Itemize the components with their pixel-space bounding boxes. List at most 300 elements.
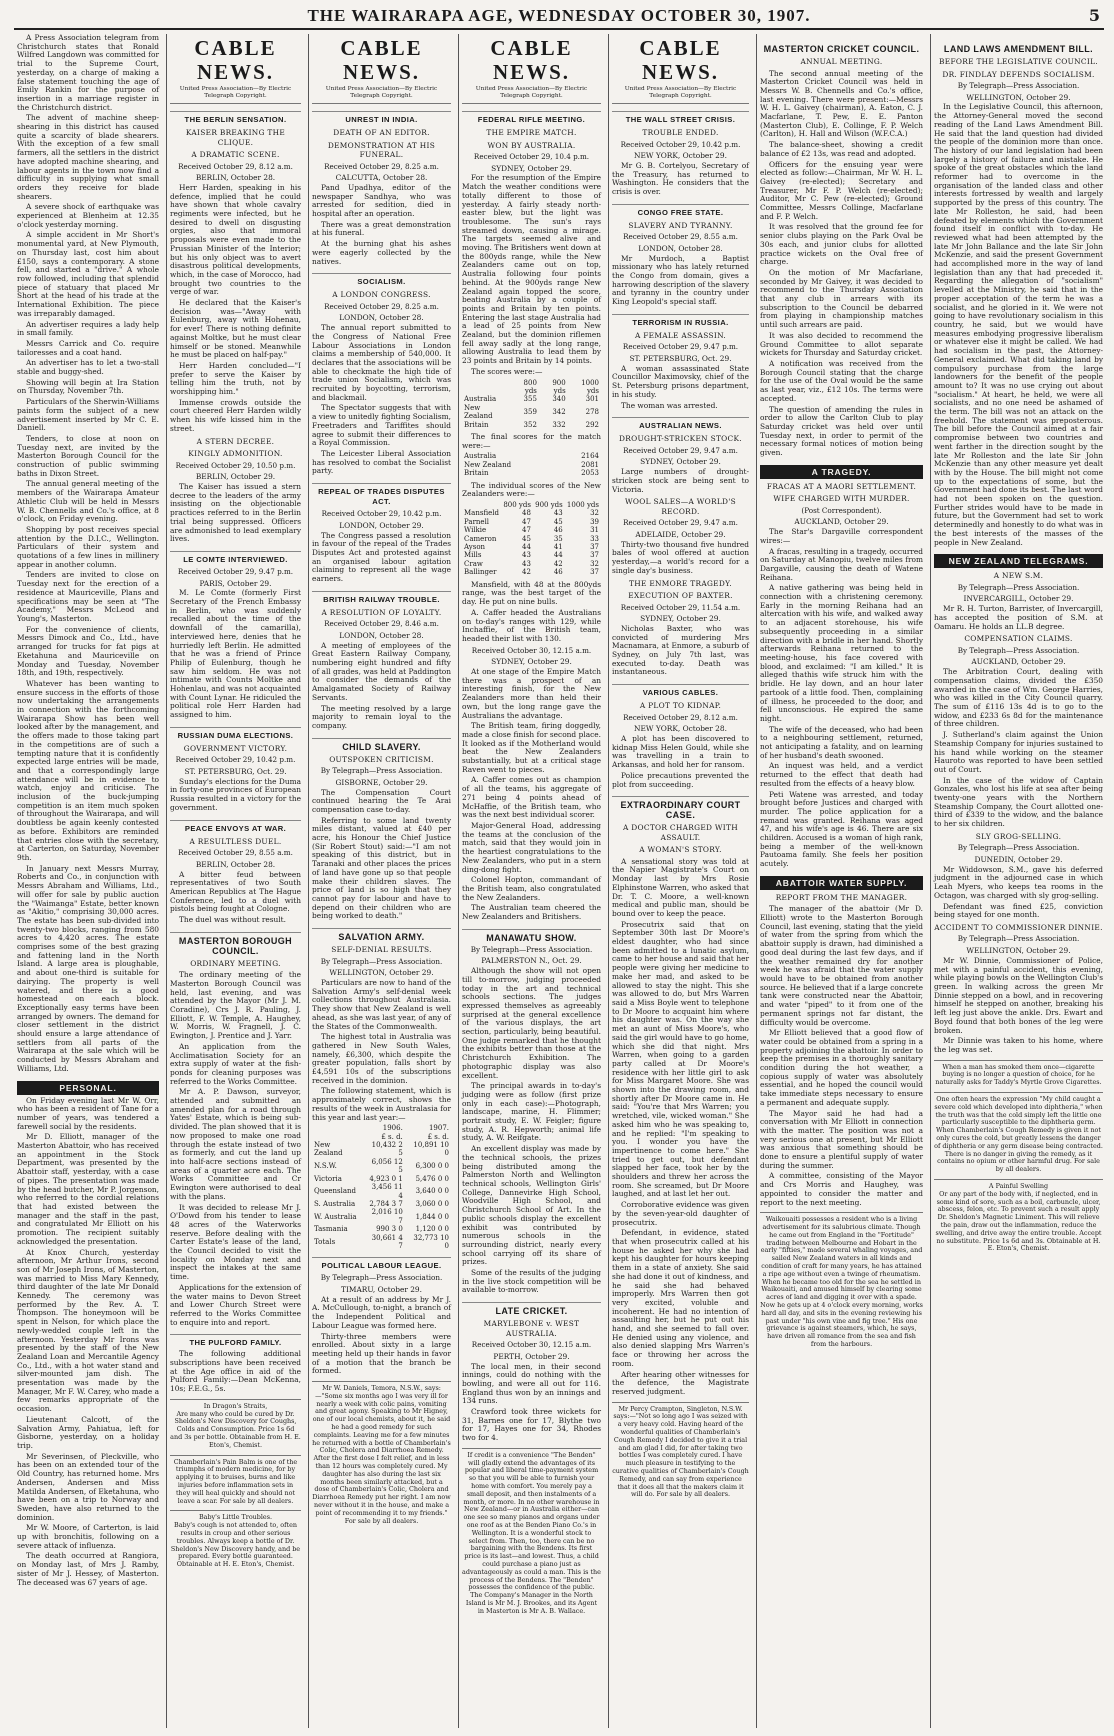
news-paragraph: A notification was received from the Borough Council stating that the charge for the use of the Oval would be the same as last year, viz., £12 10s. The terms were accepted. xyxy=(760,359,923,403)
news-paragraph: The following additional subscriptions have been received at the Age office in aid of the Pulford Family:—Dean McKenna, 10s; F.E.G., 5s. xyxy=(170,1349,301,1394)
table-cell: 10,432 2 5 xyxy=(371,1141,403,1158)
news-paragraph: The Kaiser has issued a stern decree to the leaders of the army insisting on the objectionable practices referred to in the Berlin trial being suppressed. Officers are admonished to lead exemplary lives. xyxy=(170,482,301,544)
news-paragraph: An advertiser requires a lady help in small family. xyxy=(17,319,159,338)
news-paragraph: Pand Upadhya, editor of the newspaper Sandhya, who was arrested for sedition, died in hospital after an operation. xyxy=(312,182,451,219)
table-cell: 43 xyxy=(522,551,531,560)
news-paragraph: J. Sutherland's claim against the Union Steamship Company for injuries sustained to his hand while working on the steamer Hauroto was reported to have been settled out of Court. xyxy=(934,730,1103,774)
received-line: Received October 29, 10.4 p.m. xyxy=(473,152,590,161)
dateline: TIMARU, October 29. xyxy=(341,1285,422,1295)
table-cell: £ s. d. xyxy=(381,1132,403,1141)
table-cell: 2081 xyxy=(581,460,599,469)
personal-paragraph: Mr Severinsen, of Pleckville, who has been on an extended tour of the Old Country, has returned home. Mrs Andersen, Andersen and Miss Matilda Andersen, of Eketahuna, who have been on a trip to Norway and Sweden, have also returned to the dominion. xyxy=(17,1451,159,1522)
byline: By Telegraph—Press Association. xyxy=(957,843,1080,853)
news-paragraph: The Australian team cheered the New Zealanders and Britishers. xyxy=(462,903,601,922)
news-paragraph: An application from the Acclimatisation Society for an extra supply of water at the fish-ponds for cleaning purposes was referred to the Works Committee. xyxy=(170,1041,301,1086)
table-cell: 800 yds xyxy=(503,501,531,510)
table-cell: 43 xyxy=(522,559,531,568)
table-row xyxy=(462,526,601,534)
news-paragraph: The woman was arrested. xyxy=(621,400,718,410)
news-paragraph: The final scores for the match were:— xyxy=(462,432,601,450)
news-paragraph: Crawford took three wickets for 31, Barnes one for 17, Blythe two for 17, Hayes one for 34, Rhodes two for 4. xyxy=(462,1407,601,1443)
received-line: Received October 29, 10.42 p.m. xyxy=(175,755,296,765)
table-cell: 6,300 0 0 xyxy=(415,1162,449,1171)
news-paragraph: Immense crowds outside the court cheered Herr Harden wildly when his wife kissed him in the street. xyxy=(170,397,301,433)
received-line: Received October 29, 8.25 a.m. xyxy=(324,301,439,311)
advertisement xyxy=(170,1455,301,1506)
copyright-credit: United Press Association—By Electric Telegraph Copyright. xyxy=(312,86,451,104)
section-heading: THE WALL STREET CRISIS. xyxy=(612,111,749,125)
table-cell: New Zealand xyxy=(314,1141,343,1158)
received-line: Received October 29, 9.47 p.m. xyxy=(622,342,739,352)
table-cell: 3,060 0 0 xyxy=(415,1199,449,1208)
table-cell: Tasmania xyxy=(314,1225,348,1234)
news-paragraph: Whatever has been wanting to ensure success in the efforts of those now undertaking the arrangements in connection with the forthcoming Wairarapa Show has been well looked after by the management, and the offers made to those taking part in the competitions are of such a tempting nature that it is confidently expected large entries will be made, and that a correspondingly large attendance will be in evidence to watch, enjoy and criticise. The inclusion of the buck-jumping competition is an item much spoken of throughout the Wairarapa, and will doubtless be again keenly contested as before. Exhibitors are reminded that entries close with the secretary, at Carterton, on Saturday, November 9th. xyxy=(17,678,159,862)
advertisement xyxy=(934,1092,1103,1174)
news-paragraph: On the motion of Mr Macfarlane, seconded by Mr Gaivey, it was decided to recommend to the Thursday Association that any club in arrears with its subscription to the Council be debarred from playing in championship matches until such arrears are paid. xyxy=(760,267,923,330)
table-cell: N.S.W. xyxy=(314,1162,337,1171)
news-paragraph: Mr R. H. Turton, Barrister, of Invercargill, has accepted the position of S.M. at Oamaru. He holds an LL.B degree. xyxy=(934,604,1103,631)
subheading: COMPENSATION CLAIMS. xyxy=(964,634,1073,644)
news-paragraph: It was decided to release Mr J. O'Dowd from his tender to lease 48 acres of the Waterworks reserve. Before dealing with the Carter Estate's lease of the land, the Council decided to visit the locality on Monday next and inspect the intakes at the same time. xyxy=(170,1202,301,1282)
ad-text: Chamberlain's Pain Balm is one of the triumphs of modern medicine, for by applying it to bruises, burns and like injuries before inflammation sets in they will heal quickly and should not leave a scar. For sale by all dealers. xyxy=(173,1457,298,1505)
table-cell xyxy=(312,1133,363,1141)
table-cell: 33 xyxy=(590,534,599,543)
dateline: BERLIN, October 28. xyxy=(195,859,276,869)
news-paragraph: A bitter feud between representatives of two South American Republics at The Hague Conference, led to a duel with pistols being fought at Cologne. xyxy=(170,869,301,914)
table-cell: 47 xyxy=(522,526,531,535)
news-paragraph: Prosecutrix said that on September 30th last Dr Moore's eldest daughter, who had since been admitted to a lunatic asylum, came to her house and said that her people were giving her medicine to make her mad, and asked to be allowed to stay the night. This she was allowed to do, but Mrs Warren said a Miss Boyle went to telephone to Dr Moore to acquaint him where his daughter was. On the way she met an aunt of Miss Moore's, who said the girl would have to go home, which she did that night. Mrs Warren, when going to a garden party called at Dr Moore's residence with her little girl to ask for Miss Margaret Moore. She was shown into the drawing room, and shortly after Dr Moore came in. He said: "You're that Mrs Warren; you wretched, vile, wicked woman." She asked him who he was speaking to, and he replied: "I'm speaking to you. I wonder you have the impertinence to come here." She tried to get out, but defendant slapped her face, took her by the shoulders and threw her across the room. She screamed, but Dr Moore laughed, and at last let her out. xyxy=(612,919,749,1199)
news-paragraph: In the case of the widow of Captain Gonzales, who lost his life at sea after being twenty-one years with the Northern Steamship Company, the Court allotted one-third of £339 to the widow, and the balance to her six children. xyxy=(934,775,1103,829)
dateline: BERLIN, October 29. xyxy=(195,472,276,482)
table-cell xyxy=(462,379,510,396)
table-cell: 45 xyxy=(522,534,531,543)
table-cell: Victoria xyxy=(314,1174,342,1183)
table-cell: 35 xyxy=(553,534,563,543)
news-paragraph: Herr Harden concluded—"I prefer to serve the Kaiser by telling him the truth, not by worshipping him." xyxy=(170,360,301,397)
table-cell: Totals xyxy=(314,1237,336,1246)
section-heading: MASTERTON CRICKET COUNCIL. xyxy=(763,44,920,54)
table-cell: S. Australia xyxy=(314,1199,356,1208)
dateline: PALMERSTON N., Oct. 29. xyxy=(481,956,582,966)
table-cell: 1,844 0 0 xyxy=(415,1212,449,1221)
table-cell: Parnell xyxy=(464,517,490,526)
section-heading: SOCIALISM. xyxy=(312,273,451,287)
byline: By Telegraph—Press Association. xyxy=(957,81,1080,90)
subheading: THE EMPIRE MATCH. xyxy=(486,128,577,137)
section-heading: MANAWATU SHOW. xyxy=(462,929,601,943)
table-cell: Britain xyxy=(464,420,489,429)
copyright-credit: United Press Association—By Electric Telegraph Copyright. xyxy=(612,86,749,104)
news-paragraph: The manager of the abattoir (Mr D. Elliott) wrote to the Masterton Borough Council, last evening, stating that the yield of water from the spring from which the abattoir supply is drawn, had diminished a good deal during the last few days, and if the weather remained dry for another week he was afraid that the water supply would have to be obtained from another source. He believed that if a large concrete tank were constructed near the Abattoir, and water "piped" to it from one of the permanent springs not far distant, the difficulty would be overcome. xyxy=(760,904,923,1027)
news-paragraph: Defendant was fined £25, conviction being stayed for one month. xyxy=(934,901,1103,920)
subheading: A FEMALE ASSASSIN. xyxy=(634,330,727,340)
news-paragraph: The Congress passed a resolution in favour of the repeal of the Trades Disputes Act and protested against an organised labour agitation claiming to represent all the wage earners. xyxy=(312,530,451,584)
news-paragraph: Thirty-three members were enrolled. About sixty in a large meeting held up their hands in favor of a motion that the branch be formed. xyxy=(312,1331,451,1376)
news-paragraph: The advent of machine sheep-shearing in this district has caused quite a scarcity of blade shearers. With the exception of a few small farmers, all the settlers in the district have adopted machine shearing, and labour agents in the town now find a difficulty in supplying what small orders they receive for blade shearers. xyxy=(17,113,159,201)
table-cell: 1906. xyxy=(382,1124,403,1133)
news-paragraph: At a result of an address by Mr J. A. McCullough, to-night, a branch of the Independent Political and Labour League was formed here. xyxy=(312,1294,451,1330)
section-heading: LAND LAWS AMENDMENT BILL. xyxy=(943,44,1094,54)
subheading: A LONDON CONGRESS. xyxy=(332,290,431,300)
subheading: WOOL SALES—A WORLD'S RECORD. xyxy=(625,497,736,516)
byline: By Telegraph—Press Association. xyxy=(320,1273,443,1283)
news-paragraph: Mansfield, with 48 at the 800yds range, was the best target of the day. He put on nine bulls. xyxy=(462,579,601,607)
subheading: SLAVERY AND TYRANNY. xyxy=(628,220,733,230)
newspaper-title: THE WAIRARAPA AGE, WEDNESDAY OCTOBER 30, 1907. xyxy=(307,6,811,25)
personal-paragraph: Mr W. Moore, of Carterton, is laid up with bronchitis, following on a severe attack of influenza. xyxy=(17,1523,159,1550)
dateline: WELLINGTON, October 29. xyxy=(329,968,434,978)
news-paragraph: Applications for the extension of the water mains to Devon Street and Lower Church Street were referred to the Works Committee to enquire into and report. xyxy=(170,1282,301,1327)
section-heading: LATE CRICKET. xyxy=(462,1302,601,1316)
table-row xyxy=(462,469,601,477)
news-paragraph: A committee, consisting of the Mayor and Crs Morris and Haughey, was appointed to consider the matter and report to the next meeting. xyxy=(760,1171,923,1207)
table-cell: 6,056 12 5 xyxy=(371,1157,403,1175)
news-paragraph: An inquest was held, and a verdict returned to the effect that death had resulted from the effects of a heavy blow. xyxy=(760,761,923,788)
subheading: DROUGHT-STRICKEN STOCK. xyxy=(619,434,742,444)
subheading: DR. FINDLAY DEFENDS SOCIALISM. xyxy=(942,69,1095,79)
subheading: A RESULTLESS DUEL. xyxy=(189,836,282,846)
column-3 xyxy=(308,34,454,1728)
section-heading: LE COMTE INTERVIEWED. xyxy=(170,551,301,565)
ad-text: When a man has smoked them once—cigarette buying is no longer a question of choice, for he naturally asks for Taddy's Myrtle Grove Cigarettes. xyxy=(935,1062,1102,1087)
table-row xyxy=(462,535,601,543)
dateline: LONDON, October 28. xyxy=(638,243,723,253)
subheading: WON BY AUSTRALIA. xyxy=(487,140,576,150)
subheading: BEFORE THE LEGISLATIVE COUNCIL. xyxy=(939,57,1098,66)
dateline: LONDON, October 28. xyxy=(339,630,424,640)
news-paragraph: M. Le Comte (formerly First Secretary of the French Embassy in Berlin, who was suddenly recalled about the time of the downfall of the camarilla), interviewed here, denies that he hurriedly left Berlin. He admitted that he was a friend of Prince Philip of Eulenburg, though he saw him seldom. He was not intimate with Counts Moltke and Hohenlau, and was not acquainted with Count Lynar. He ridiculed the political role Herr Harden had assigned to him. xyxy=(170,588,301,720)
table-cell: 30,661 4 7 xyxy=(371,1233,403,1250)
subheading: THE ENMORE TRAGEDY. xyxy=(629,578,732,588)
table-cell: 32 xyxy=(590,509,599,518)
table-cell: Mills xyxy=(464,551,482,560)
personal-heading: PERSONAL. xyxy=(17,1081,159,1095)
advertisement xyxy=(170,1399,301,1450)
received-line: Received October 29, 10.50 p.m. xyxy=(175,460,296,470)
table-cell: 332 xyxy=(552,420,566,429)
section-heading: AUSTRALIAN NEWS. xyxy=(612,417,749,431)
news-paragraph: Mr W. Dinnie, Commissioner of Police, met with a painful accident, this evening, while playing bowls on the Wellington Club's green. In walking across the green Mr Dinnie stepped on a bowl, and in recovering himself he stepped on another, breaking his left leg just above the ankle. Drs. Ewart and Boyd found that both bones of the leg were broken. xyxy=(934,955,1103,1035)
news-paragraph: Officers for the ensuing year were elected as follow:—Chairman, Mr W. H. L. Gaivey (re-elected); Secretary and Treasurer, Mr F. P. Welch (re-elected); Auditor, Mr C. Pew (re-elected); Ground Committee, Messrs Collinge, Macfarlane and F. P. Welch. xyxy=(760,159,923,221)
column-2 xyxy=(166,34,304,1728)
table-cell: 45 xyxy=(553,517,563,526)
news-paragraph: The Spectator suggests that with a view to unitedly fighting Socialism, Freetraders and Tariffites should agree to submit their differences to a Royal Commission. xyxy=(312,403,451,448)
page-number: 5 xyxy=(1088,6,1100,25)
news-paragraph: A sensational story was told at the Napier Magistrate's Court on Monday last by Mrs Rosie Elphinstone Warren, who asked that Dr. T. C. Moore, a well-known medical and public man, should be bound over to keep the peace. xyxy=(612,856,749,918)
table-cell: Britain xyxy=(464,469,489,478)
dateline: INVERCARGILL, October 29. xyxy=(963,594,1074,604)
news-paragraph: A plot has been discovered to kidnap Miss Helen Gould, while she was travelling in a train to Arkansas, and hold her for ransom. xyxy=(612,734,749,770)
news-paragraph: Mr Elliott believed that a good flow of water could be obtained from a spring in a property adjoining the abattoir. In order to keep the premises in a thoroughly sanitary condition during the hot weather, a copious supply of water was absolutely essential, and he hoped the council would take immediate steps necessary to ensure a permanent and adequate supply. xyxy=(760,1028,923,1107)
subheading: SELF-DENIAL RESULTS. xyxy=(331,945,432,955)
rifle-individual-table xyxy=(462,501,601,577)
section-heading: BRITISH RAILWAY TROUBLE. xyxy=(312,591,451,605)
table-cell: 43 xyxy=(553,509,563,518)
table-cell: £ s. d. xyxy=(427,1132,449,1141)
table-row xyxy=(462,395,601,403)
section-heading: CHILD SLAVERY. xyxy=(312,738,451,752)
received-line: Received October 29, 8.12 a.m. xyxy=(178,161,293,171)
ad-text: Are many who could be cured by Dr. Sheldon's New Discovery for Coughs, Colds and Consumption. Price 1s 6d and 3s per bottle. Obtainable from H. E. Eton's, Chemist. xyxy=(170,1409,301,1449)
subheading: EXECUTION OF BAXTER. xyxy=(628,591,733,600)
ad-text: Mr W. Daniels, Temora, N.S.W., says:—"Some six months ago I was very ill for nearly a week with colic pains, vomiting and great agony. Speaking to Mr Higney, one of our local chemists, about it, he said he had a good remedy for such complaints. Leaving me for a few minutes he returned with a bottle of Chamberlain's Colic, Cholera and Diarrhoea Remedy. After the first dose I felt relief, and in less than 12 hours was completely cured. My daughter has also during the last six months been similarly attacked, but a dose of Chamberlain's Colic, Cholera and Diarrhoea Remedy put her right. I am now never without it in the house, and make a point of recommending it to my friends." For sale by all dealers. xyxy=(312,1384,451,1525)
table-cell: 900 yds xyxy=(535,501,563,510)
received-line: Received October 29, 9.47 a.m. xyxy=(623,518,738,528)
news-paragraph: After hearing other witnesses for the defence, the Magistrate reserved judgment. xyxy=(612,1369,749,1396)
news-paragraph: Herr Harden, speaking in his defence, implied that he could have shown that whole cavalry regiments were infected, but he desired to dwell on disgusting orgies, also that immoral proposals were even made to the Prussian Minister of the Interior; but his only object was to avert disastrous political developments, which, in the case of Morocco, had brought two countries to the verge of war. xyxy=(170,182,301,297)
cable-news-heading: CABLE NEWS. xyxy=(639,36,722,84)
dateline: ADELAIDE, October 29. xyxy=(635,529,726,539)
news-paragraph: Particulars of the Sherwin-Williams paints form the subject of a new advertisement inserted by Mr C. E. Daniell. xyxy=(17,397,159,433)
personal-paragraph: Lieutenant Calcott, of the Salvation Army, Pahiatua, left for Gisborne, yesterday, on a holiday trip. xyxy=(17,1414,159,1450)
subheading: TROUBLE ENDED. xyxy=(642,128,719,137)
news-paragraph: Nicholas Baxter, who was convicted of murdering Mrs Macnamara, at Enmore, a suburb of Sydney, on July 7th last, was executed to-day. Death was instantaneous. xyxy=(612,623,749,677)
news-paragraph: Mr G. B. Cortelyou, Secretary of the Treasury, has returned to Washington. He considers that the crisis is over. xyxy=(612,160,749,197)
table-cell: 342 xyxy=(552,408,566,416)
news-paragraph: A. Caffer comes out as champion of all the teams, his aggregate of 271 being 4 points ahead of McHaffie, of the British team, who was the next best individual scorer. xyxy=(462,775,601,820)
advertisement xyxy=(934,1179,1103,1253)
news-paragraph: Showing will begin at Ira Station on Thursday, November 7th. xyxy=(17,377,159,396)
dateline: ST. PETERSBURG, Oct. 29. xyxy=(629,354,732,364)
table-row xyxy=(462,379,601,396)
personal-paragraph: At Knox Church, yesterday afternoon, Mr Arthur Irons, second son of Mr Joseph Irons, of Masterton, was married to Miss Mary Kennedy, third daughter of the late Mr Donald Kennedy. The ceremony was performed by the Rev. A. T. Thompson. The honeymoon will be spent in Nelson, for which place the newly-wedded couple left in the afternoon. Yesterday Mr Irons was presented by the staff of the New Zealand Loan and Mercantile Agency Co., Ltd., with a hot water stand and silver-mounted jam dish. The presentation was made by the Manager, Mr F. W. Carey, who made a few remarks appropriate of the occasion. xyxy=(17,1247,159,1414)
news-paragraph: He declared that the Kaiser's decision was—"Away with Eulenburg, away with Hohenau, for ever! There is nothing definite against Moltke, but he must clear himself or be stoned. Meanwhile he must be placed on half-pay." xyxy=(170,298,301,360)
section-heading: EXTRAORDINARY COURT CASE. xyxy=(612,796,749,820)
dateline: AUCKLAND, October 29. xyxy=(794,517,889,527)
news-paragraph: Messrs Carrick and Co. require tailoresses and a coat hand. xyxy=(17,338,159,357)
news-paragraph: The Arbitration Court, dealing with compensation claims, divided the £350 awarded in the case of Wm. George Harries, who was killed in the City Council quarry. The sum of £116 13s 4d is to go to the widow, and £233 6s 8d for the maintenance of three children. xyxy=(934,667,1103,729)
news-paragraph: The Star's Dargaville correspondent wires:— xyxy=(760,527,923,545)
section-heading: REPEAL OF TRADES DISPUTES ACT. xyxy=(312,483,451,507)
table-cell: 37 xyxy=(590,551,599,560)
advertisement xyxy=(312,1381,451,1525)
table-row xyxy=(462,501,601,509)
dateline: SYDNEY, October 29. xyxy=(491,163,572,173)
table-cell: W. Australia xyxy=(314,1212,357,1221)
subheading: DEMONSTRATION AT HIS FUNERAL. xyxy=(327,140,436,159)
section-heading: NEW ZEALAND TELEGRAMS. xyxy=(934,554,1103,568)
table-cell: 2164 xyxy=(581,452,599,461)
table-cell: 4,923 0 1 xyxy=(369,1174,403,1183)
advertisement xyxy=(934,1060,1103,1087)
table-cell: Cameron xyxy=(464,534,497,543)
table-cell: 48 xyxy=(522,509,531,518)
table-cell: 3,640 0 0 xyxy=(415,1187,449,1196)
section-heading: MASTERTON BOROUGH COUNCIL. xyxy=(170,932,301,956)
news-paragraph: Tenders are invited to close on Tuesday next for the erection of a residence at Mauriceville, Plans and specifications may be seen at "The Academy," Messrs McLeod and Young's, Masterton. xyxy=(17,570,159,623)
table-cell: 278 xyxy=(585,408,599,416)
section-heading: A TRAGEDY. xyxy=(760,465,923,479)
local-news xyxy=(17,34,159,1074)
subheading: REPORT FROM THE MANAGER. xyxy=(775,892,908,902)
table-cell xyxy=(312,1124,363,1132)
section-heading: SALVATION ARMY. xyxy=(312,928,451,942)
dateline: NEW YORK, October 28. xyxy=(634,724,727,734)
subheading: DEATH OF AN EDITOR. xyxy=(333,128,430,137)
section-heading: VARIOUS CABLES. xyxy=(612,684,749,698)
table-cell: Ballinger xyxy=(464,568,497,577)
section-heading: FEDERAL RIFLE MEETING. xyxy=(462,111,601,125)
byline: By Telegraph—Press Association. xyxy=(957,645,1080,655)
table-row xyxy=(312,1208,451,1225)
table-cell: 1000 yds xyxy=(581,378,599,395)
subheading: A DRAMATIC SCENE. xyxy=(191,150,280,159)
news-paragraph: Colonel Hopton, commandant of the British team, also congratulated the New Zealanders. xyxy=(462,875,601,902)
table-cell: New Zealand xyxy=(464,460,512,469)
table-cell: 41 xyxy=(553,543,563,552)
table-row xyxy=(462,421,601,429)
news-paragraph: The principal awards in to-day's judging were as follow (first prize only in each case):—Photograph, landscape, marine, H. Flimmer; portrait study, E. W. Feigler; figure study, A. R. Hepworth; animal life study, A. W. Reifgate. xyxy=(462,1081,601,1143)
table-cell: Ayson xyxy=(464,543,486,552)
news-paragraph: Mr A. P. Dawson, surveyor, attended and submitted an amended plan for a road through Yates' Estate, which is being sub-divided. The plan showed that it is now proposed to make one road through the estate instead of two as formerly, and cut the land up into half-acre sections instead of areas of a quarter acre each. The Works Committee and Cr Ewington were authorised to deal with the plans. xyxy=(170,1087,301,1201)
received-line: Received October 29, 8.55 a.m. xyxy=(623,232,738,242)
table-cell: Queensland xyxy=(314,1187,357,1196)
table-cell: Australia xyxy=(464,395,497,404)
section-heading: TERRORISM IN RUSSIA. xyxy=(612,314,749,328)
table-cell: 990 3 0 xyxy=(376,1225,403,1234)
column-5 xyxy=(608,34,752,1728)
news-paragraph: For the resumption of the Empire Match the weather conditions were totally different to those of yesterday. A fairly steady north-easter blew, but the light was troublesome. The sun's rays streamed down, causing a mirage. The targets seemed alive and moving. The Britishers went down at the 800yds range, while the New Zealanders came out on top, Australia following four points behind. At the 900yds range New Zealand again topped the score, beating Australia by a couple of points and Britain by ten points. Entering the last stage Australia had a lead of 25 points from New Zealand, but the dominion riflemen fell away sadly at the long range, allowing Australia to lead them by 23 points and Britain by 14 points. xyxy=(462,173,601,366)
table-cell: 301 xyxy=(585,395,599,404)
table-cell: 37 xyxy=(590,543,599,552)
news-paragraph: The second annual meeting of the Masterton Cricket Council was held in Messrs W. B. Chennells and Co.'s office, last evening. There were present:—Messrs W. H. L. Gaivey (chairman), A. Eaton, C. J. Macfarlane, T. Pew, E. E. Panton (Masterton Club), E. Collinge, F. P. Welch (Carlton), H. Hall and Wilson (W.F.C.A.) xyxy=(760,68,923,139)
rifle-final-table xyxy=(462,452,601,477)
news-paragraph: The local men, in their second innings, could do nothing with the bowling, and were all out for 116. England thus won by an innings and 134 runs. xyxy=(462,1361,601,1406)
subheading: A STERN DECREE. xyxy=(196,436,275,446)
news-paragraph: The ordinary meeting of the Masterton Borough Council was held, last evening, and was attended by the Mayor (Mr J. M. Coradine), Crs J. R. Pauling, J. Elliott, F. W. Temple, A. Haughey, W. Morris, W. Fragnell, J. C. Ewington, J. Prentice and J. Yarr. xyxy=(170,970,301,1041)
table-cell: 39 xyxy=(590,517,599,526)
section-heading: CONGO FREE STATE. xyxy=(612,204,749,218)
news-paragraph: At the burning ghat his ashes were eagerly collected by the natives. xyxy=(312,239,451,266)
news-paragraph: A woman assassinated State Councillor Maximovsky, chief of the St. Petersburg prisons department, in his study. xyxy=(612,363,749,399)
section-heading: POLITICAL LABOUR LEAGUE. xyxy=(312,1257,451,1271)
dateline: CALCUTTA, October 28. xyxy=(335,173,428,183)
dateline: BERLIN, October 28. xyxy=(195,173,276,183)
news-paragraph: Thirty-two thousand five hundred bales of wool offered at auction yesterday,—a world's record for a single day's business. xyxy=(612,539,749,575)
personal-paragraph: The death occurred at Rangiora, on Monday last, of Mrs J. Ramby, sister of Mr J. Hessey, of Masterton. The deceased was 67 years of age. xyxy=(17,1551,159,1587)
subheading: FRACAS AT A MAORI SETTLEMENT. xyxy=(766,481,917,491)
section-heading: RUSSIAN DUMA ELECTIONS. xyxy=(170,727,301,741)
news-paragraph: The annual report submitted to the Congress of National Free Labour Associations in London claims a membership of 540,000. It declares that the associations will be able to checkmate the high tide of trade union Socialism, which was recruited by boycotting, terrorism, and blackmail. xyxy=(312,323,451,402)
table-cell: 352 xyxy=(523,420,537,429)
subheading: MARYLEBONE v. WEST AUSTRALIA. xyxy=(483,1319,580,1338)
column-7 xyxy=(930,34,1106,1728)
table-row xyxy=(312,1225,451,1233)
received-line: Received October 29, 10.42 p.m. xyxy=(620,139,741,149)
masthead xyxy=(14,6,1104,30)
received-line: Received October 29, 10.42 p.m. xyxy=(321,509,442,519)
news-paragraph: The balance-sheet, showing a credit balance of £2 13s, was read and adopted. xyxy=(760,140,923,158)
ad-title: Baby's Little Troubles. xyxy=(198,1513,273,1522)
news-paragraph: Defendant, in evidence, stated that when prosecutrix called at his house he asked her why she had kept his daughter for hours keeping them in a state of anxiety. She said she had done it out of kindness, and he said she had behaved improperly. Mrs Warren then got very excited, voluble and incoherent. He had no intention of assaulting her, but he put out his hand, and she seemed to fall over. He denied using any violence, and also denied slapping Mrs Warren's face or throwing her across the room. xyxy=(612,1228,749,1368)
cable-news-heading: CABLE NEWS. xyxy=(194,36,277,84)
table-row xyxy=(462,404,601,421)
news-paragraph: A. Caffer headed the Australians on to-day's ranges with 129, while Inchaffie, of the British team, headed their list with 130. xyxy=(462,607,601,643)
subheading: ANNUAL MEETING. xyxy=(800,57,883,66)
table-cell: 42 xyxy=(522,568,531,577)
news-paragraph: Referring to some land twenty miles distant, valued at £40 per acre, his Honour the Chief Justice (Sir Robert Stout) said:—"I am not speaking of this district, but in Taranaki and other places the prices of land have gone up so that people make their children slaves. The price of land is so high that they cannot pay for labour and have to depend on their children who are being worked to death." xyxy=(312,815,451,921)
advertisement xyxy=(462,1448,601,1616)
table-cell: 3,456 11 4 xyxy=(371,1183,403,1200)
news-paragraph: Tenders, to close at noon on Tuesday next, are invited by the Masterton Borough Council for the construction of public swimming baths in Dixon Street. xyxy=(17,433,159,478)
personal-paragraph: On Friday evening last Mr W. Orr, who has been a resident of Tane for a number of years, was tendered a farewell social by the residents. xyxy=(17,1095,159,1131)
byline: By Telegraph—Press Association. xyxy=(957,934,1080,944)
table-cell: 46 xyxy=(553,526,563,535)
received-line: Received October 29, 11.54 a.m. xyxy=(620,602,741,612)
copyright-credit: United Press Association—By Electric Telegraph Copyright. xyxy=(170,86,301,104)
table-cell: 31 xyxy=(590,526,599,535)
table-cell: 1907. xyxy=(428,1124,449,1133)
table-cell: 359 xyxy=(523,408,537,416)
received-line: Received October 30, 12.15 a.m. xyxy=(471,1340,592,1350)
table-cell: 800 yds xyxy=(523,378,537,395)
received-line: Received October 29, 9.47 p.m. xyxy=(177,566,294,576)
received-line: Received October 29, 9.47 a.m. xyxy=(623,445,738,455)
news-paragraph: The following statement, which is approximately correct, shows the results of the week in Australasia for this year and last year:— xyxy=(312,1086,451,1122)
column-1 xyxy=(14,34,162,1728)
news-paragraph: Peti Watene was arrested, and today brought before Justices and charged with murder. The police application for a remand was granted. Reihana was aged 47, and his wife's age is 46. There are six children. Accused is a woman of high rank, being a member of the well-known Pautoama family. She feels her position acutely. xyxy=(760,789,923,869)
dateline: SYDNEY, October 29. xyxy=(491,657,572,667)
received-line: Received October 29, 8.25 a.m. xyxy=(324,161,439,171)
news-paragraph: Mr Murdoch, a Baptist missionary who has lately returned the Congo from domain, gives a harrowing description of the slavery and tyranny in the country under King Leopold's special staff. xyxy=(612,253,749,307)
ad-text: If credit is a convenience "The Benden" will gladly extend the advantages of its popular and liberal time-payment system so that you will be able to furnish your home with comfort. You merely pay a small deposit, and then instalments of a month, or more. In no other warehouse in New Zealand—or in Australia either—can one see so many pianos and organs under one roof as at the Benden Piano Co.'s in Wellington. It is a wonderful stock to select from. Then, too, there can be no bargaining with the Bendens. Its first price is its last—and lowest. Thus, a child could purchase a piano just as advantageously as could a man. This is the process of the Bendens. The "Benden" possesses the confidence of the public. The Company's Manager in the North Island is Mr M. J. Brookes, and its Agent in Masterton is Mr A. B. Wallace. xyxy=(462,1450,601,1615)
news-paragraph: In January next Messrs Murray, Roberts and Co., in conjunction with Messrs Abraham and Williams, Ltd., will offer for sale by public auction the "Waimanga" Estate, better known as "Akitio," comprising 30,000 acres. The estate has been sub-divided into twenty-two blocks, ranging from 580 acres to 4,420 acres. The estate comprises some of the best grazing and fattening land in the North Island. A large area is ploughable, and about one-third is suitable for dairying. The property is well watered, and there is a good homestead on each block. Exceptionally easy terms have been arranged by owners. The demand for closer settlement in the district should ensure a large attendance of settlers from all parts of the Wairarapa at the sale which will be conducted by Messrs Abraham and Williams, Ltd. xyxy=(17,863,159,1073)
received-line: Received October 29, 8.55 a.m. xyxy=(178,848,293,858)
subheading: A WOMAN'S STORY. xyxy=(639,845,722,855)
news-paragraph: The question of amending the rules in order to allow the Carlton Club to play Saturday cricket was held over until Tuesday next, in order to permit of the necessary formal notices of motion being given. xyxy=(760,404,923,458)
news-paragraph: A Press Association telegram from Christchurch states that Ronald Wilfred Langdown was committed for trial to the Supreme Court, yesterday, on a charge of making a false statement touching the age of Emily Rankin for the purpose of insertion in a marriage register in the Christchurch district. xyxy=(17,34,159,112)
table-cell: 46 xyxy=(553,568,563,577)
table-cell xyxy=(462,501,501,509)
table-row xyxy=(312,1158,451,1175)
news-paragraph: A simple accident in Mr Short's monumental yard, at New Plymouth, on Thursday last, cost him about £150, says a contemporary. A stone fell, and started a "drive." A whole row followed, including that splendid piece of statuary that placed Mr Short at the head of his trade at the International Exhibition. The piece was irreparably damaged. xyxy=(17,230,159,318)
news-paragraph: The highest total in Australia was gathered in New South Wales, namely, £6,300, which despite the greater population, falls short by £4,591 10s of the subscriptions received in the dominion. xyxy=(312,1032,451,1085)
table-row xyxy=(312,1124,451,1132)
byline: By Telegraph—Press Association. xyxy=(320,956,443,966)
personal-paragraph: Mr D. Elliott, manager of the Masterton Abattoir, who has received an appointment in the Stock Department, was presented by the Abattoir staff, yesterday, with a case of pipes. The presentation was made by the head butcher, Mr P. Jorgenson, who referred to the cordial relations that had existed between the manager and the staff in the past, and congratulated Mr Elliott on his promotion. The recipient suitably acknowledged the presentation. xyxy=(17,1132,159,1246)
table-row xyxy=(462,509,601,517)
section-heading: PEACE ENVOYS AT WAR. xyxy=(170,820,301,834)
subheading: SLY GROG-SELLING. xyxy=(975,831,1062,841)
byline: By Telegraph—Press Association. xyxy=(957,582,1080,592)
table-row xyxy=(462,461,601,469)
table-row xyxy=(312,1141,451,1158)
news-paragraph: The Mayor said he had had a conversation with Mr Elliott in connection with the matter. The position was not a very serious one at present, but Mr Elliott was anxious that something should be done to ensure a plentiful supply of water during the summer. xyxy=(760,1108,923,1170)
dateline: WELLINGTON, October 29. xyxy=(966,92,1071,102)
ad-title: In Dragon's Straits, xyxy=(203,1401,268,1410)
column-4 xyxy=(458,34,604,1728)
subheading: A NEW S.M. xyxy=(993,571,1044,581)
ad-title: A Painful Swelling xyxy=(988,1181,1049,1190)
news-paragraph: Shopping by post receives special attention by the D.I.C., Wellington. Particulars of their system and quotations of a few lines in millinery appear in another column. xyxy=(17,524,159,569)
table-cell: 900 yds xyxy=(552,378,566,395)
news-paragraph: Large numbers of drought-stricken stock are being sent to Victoria. xyxy=(612,467,749,494)
section-heading: ABATTOIR WATER SUPPLY. xyxy=(760,876,923,890)
table-row xyxy=(462,518,601,526)
received-line: Received October 30, 12.15 a.m. xyxy=(471,645,592,655)
subheading: ORDINARY MEETING. xyxy=(190,958,281,968)
dateline: ST. PETERSBURG, Oct. 29. xyxy=(184,767,287,777)
news-paragraph: Major-General Hoad, addressing the teams at the conclusion of the match, said that they would join in the heartiest congratulations to the New Zealanders, who put in a stern ding-dong fight. xyxy=(462,820,601,874)
table-cell: 44 xyxy=(522,543,531,552)
subheading: A DOCTOR CHARGED WITH ASSAULT. xyxy=(623,823,738,842)
salvation-army-table xyxy=(312,1124,451,1250)
news-paragraph: Police precautions prevented the plot from succeeding. xyxy=(612,770,749,789)
subheading: A PLOT TO KIDNAP. xyxy=(639,701,722,711)
subheading: KINGLY ADMONITION. xyxy=(188,449,283,459)
table-row xyxy=(312,1183,451,1200)
news-paragraph: There was a great demonstration at his funeral. xyxy=(312,219,451,238)
